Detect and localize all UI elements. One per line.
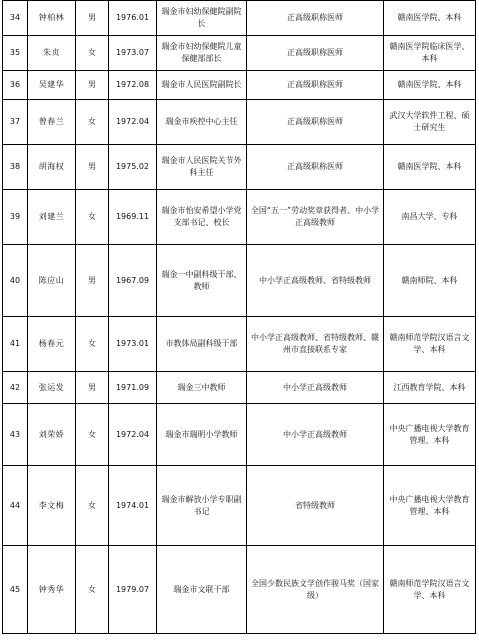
cell-sex: 女	[76, 317, 109, 372]
cell-education: 赣南师院、本科	[384, 245, 476, 317]
cell-name: 胡海权	[28, 145, 76, 190]
cell-job: 瑞金市人民医院关节外科主任	[157, 145, 247, 190]
cell-birth: 1973.01	[109, 317, 157, 372]
cell-name: 钟秀华	[28, 546, 76, 634]
cell-education: 武汉大学软件工程、硕士研究生	[384, 100, 476, 145]
cell-education: 中央广播电视大学教育管理、本科	[384, 404, 476, 466]
cell-job: 瑞金三中教师	[157, 372, 247, 404]
table-row	[3, 372, 476, 404]
cell-birth: 1976.01	[109, 1, 157, 36]
cell-no: 38	[3, 145, 28, 190]
cell-sex: 男	[76, 372, 109, 404]
cell-honor: 全国“五一”劳动奖章获得者、中小学正高级教师	[247, 190, 384, 245]
cell-no: 34	[3, 1, 28, 36]
cell-honor: 正高级职称医师	[247, 100, 384, 145]
table-row	[3, 466, 476, 546]
cell-birth: 1969.11	[109, 190, 157, 245]
cell-job: 瑞金一中副科级干部、教师	[157, 245, 247, 317]
cell-no: 36	[3, 71, 28, 100]
cell-sex: 男	[76, 1, 109, 36]
cell-job: 瑞金市人民医院副院长	[157, 71, 247, 100]
cell-sex: 女	[76, 466, 109, 546]
cell-education: 赣南医学院、本科	[384, 1, 476, 36]
cell-education: 赣南师范学院汉语言文学、本科	[384, 317, 476, 372]
cell-no: 39	[3, 190, 28, 245]
cell-name: 吴建华	[28, 71, 76, 100]
cell-birth: 1972.04	[109, 100, 157, 145]
cell-honor: 中小学正高级教师、省特级教师	[247, 245, 384, 317]
cell-no: 35	[3, 36, 28, 71]
table-row	[3, 245, 476, 317]
cell-name: 曾春兰	[28, 100, 76, 145]
table-row	[3, 145, 476, 190]
cell-job: 瑞金市文联干部	[157, 546, 247, 634]
table-row	[3, 1, 476, 36]
cell-birth: 1967.09	[109, 245, 157, 317]
cell-name: 刘荣娇	[28, 404, 76, 466]
cell-education: 赣南医学院、本科	[384, 71, 476, 100]
cell-education: 南昌大学、专科	[384, 190, 476, 245]
cell-job: 瑞金市妇幼保健院儿童保健部部长	[157, 36, 247, 71]
cell-honor: 全国少数民族文学创作骏马奖（国家级）	[247, 546, 384, 634]
cell-honor: 正高级职称医师	[247, 1, 384, 36]
cell-no: 40	[3, 245, 28, 317]
cell-sex: 女	[76, 404, 109, 466]
cell-job: 瑞金市疾控中心主任	[157, 100, 247, 145]
cell-name: 张运发	[28, 372, 76, 404]
cell-honor: 省特级教师	[247, 466, 384, 546]
cell-birth: 1972.08	[109, 71, 157, 100]
cell-no: 42	[3, 372, 28, 404]
cell-education: 中央广播电视大学教育管理、本科	[384, 466, 476, 546]
cell-sex: 女	[76, 100, 109, 145]
cell-birth: 1971.09	[109, 372, 157, 404]
cell-honor: 正高级职称医师	[247, 145, 384, 190]
cell-sex: 男	[76, 145, 109, 190]
cell-birth: 1972.04	[109, 404, 157, 466]
cell-job: 瑞金市解放小学专职副书记	[157, 466, 247, 546]
cell-sex: 男	[76, 71, 109, 100]
cell-job: 瑞金市瑞明小学教师	[157, 404, 247, 466]
cell-birth: 1979.07	[109, 546, 157, 634]
cell-education: 赣南师范学院汉语言文学、本科	[384, 546, 476, 634]
cell-honor: 正高级职称医师	[247, 36, 384, 71]
table-row	[3, 100, 476, 145]
cell-name: 刘建兰	[28, 190, 76, 245]
cell-birth: 1973.07	[109, 36, 157, 71]
cell-sex: 女	[76, 190, 109, 245]
cell-job: 瑞金市妇幼保健院副院长	[157, 1, 247, 36]
cell-sex: 女	[76, 36, 109, 71]
cell-education: 赣南医学院临床医学、本科	[384, 36, 476, 71]
cell-no: 44	[3, 466, 28, 546]
table-row	[3, 546, 476, 634]
cell-honor: 正高级职称医师	[247, 71, 384, 100]
cell-education: 江西教育学院、本科	[384, 372, 476, 404]
table-row	[3, 404, 476, 466]
cell-job: 瑞金市怡安希望小学党支部书记、校长	[157, 190, 247, 245]
cell-no: 45	[3, 546, 28, 634]
cell-education: 赣南医学院、本科	[384, 145, 476, 190]
cell-name: 杨春元	[28, 317, 76, 372]
table-row	[3, 317, 476, 372]
cell-honor: 中小学正高级教师、省特级教师、赣州市直接联系专家	[247, 317, 384, 372]
cell-sex: 男	[76, 245, 109, 317]
roster-table	[2, 0, 476, 634]
cell-name: 陈应山	[28, 245, 76, 317]
cell-no: 37	[3, 100, 28, 145]
cell-job: 市教体局副科级干部	[157, 317, 247, 372]
cell-birth: 1975.02	[109, 145, 157, 190]
cell-no: 41	[3, 317, 28, 372]
cell-honor: 中小学正高级教师	[247, 372, 384, 404]
cell-no: 43	[3, 404, 28, 466]
cell-name: 李文梅	[28, 466, 76, 546]
cell-honor: 中小学正高级教师	[247, 404, 384, 466]
table-row	[3, 71, 476, 100]
cell-name: 钟柏林	[28, 1, 76, 36]
table-row	[3, 36, 476, 71]
table-row	[3, 190, 476, 245]
cell-name: 朱贞	[28, 36, 76, 71]
cell-sex: 女	[76, 546, 109, 634]
cell-birth: 1974.01	[109, 466, 157, 546]
